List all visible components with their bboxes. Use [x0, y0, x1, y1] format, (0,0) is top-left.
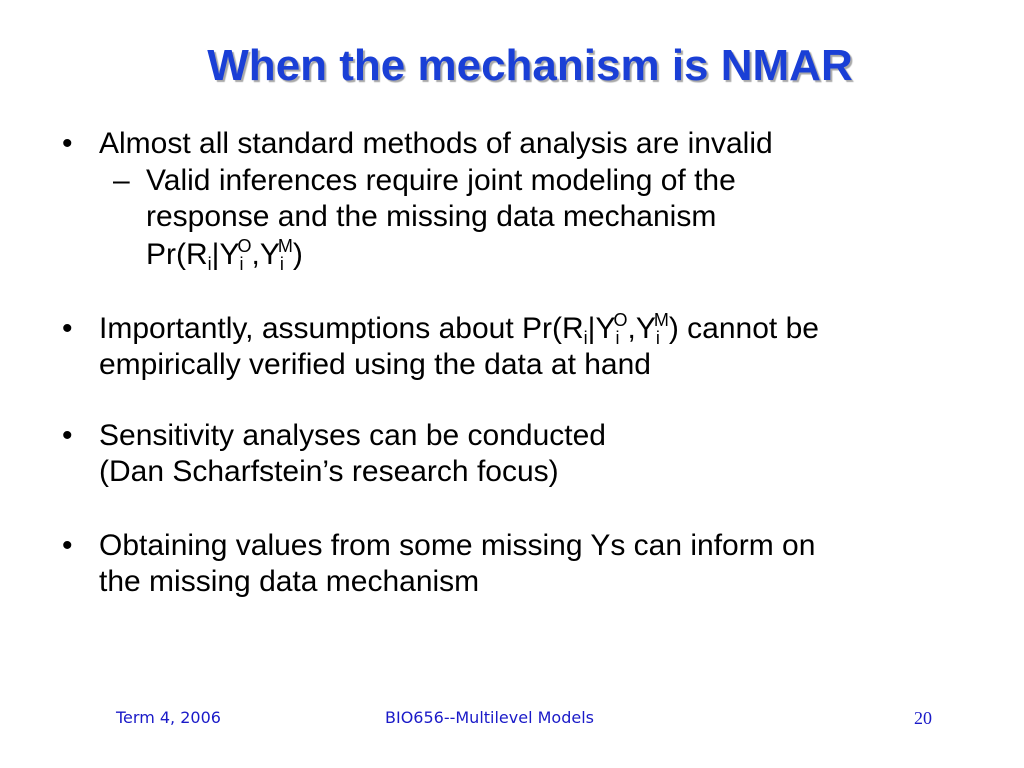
sub-bullet-1-formula — [146, 237, 303, 273]
bullet-2-line-2: empirically verified using the data at hand — [99, 348, 651, 381]
formula-superscript: O — [613, 310, 628, 330]
bullet-icon: • — [62, 529, 73, 562]
formula-subscript: i — [239, 254, 244, 274]
formula-subscript: i — [583, 328, 588, 348]
formula-subscript: i — [207, 254, 212, 274]
footer-page-number: 20 — [914, 708, 932, 728]
formula-text: ) cannot be — [668, 312, 819, 345]
bullet-2-line-1 — [99, 311, 819, 347]
bullet-3-line-1: Sensitivity analyses can be conducted — [99, 419, 606, 452]
sub-bullet-dash: – — [113, 164, 130, 197]
sub-bullet-1-line-2: response and the missing data mechanism — [146, 200, 717, 233]
bullet-4-line-2: the missing data mechanism — [99, 565, 480, 598]
formula-text: ,Y — [627, 312, 656, 345]
formula-subscript: i — [655, 328, 660, 348]
formula-text: Importantly, assumptions about Pr(R — [99, 312, 584, 345]
formula-text: |Y — [587, 312, 616, 345]
bullet-3-line-2: (Dan Scharfstein’s research focus) — [99, 455, 559, 488]
formula-text: Pr(R — [146, 238, 208, 271]
bullet-icon: • — [62, 127, 73, 160]
formula-subscript: i — [615, 328, 620, 348]
formula-text: ) — [292, 238, 303, 271]
formula-superscript: M — [277, 236, 293, 256]
bullet-1-text: Almost all standard methods of analysis are invalid — [99, 127, 773, 160]
sub-bullet-1-line-1: Valid inferences require joint modeling of the — [146, 164, 736, 197]
formula-text: ,Y — [251, 238, 280, 271]
bullet-4-line-1: Obtaining values from some missing Ys can inform on — [99, 529, 816, 562]
formula-subscript: i — [279, 254, 284, 274]
formula-superscript: M — [653, 310, 669, 330]
footer-course: BIO656--Multilevel Models — [385, 708, 594, 727]
formula-text: |Y — [211, 238, 240, 271]
bullet-icon: • — [62, 312, 73, 345]
footer-term: Term 4, 2006 — [116, 708, 221, 727]
formula-superscript: O — [237, 236, 252, 256]
slide-title: When the mechanism is NMAR — [207, 41, 853, 90]
bullet-icon: • — [62, 419, 73, 452]
